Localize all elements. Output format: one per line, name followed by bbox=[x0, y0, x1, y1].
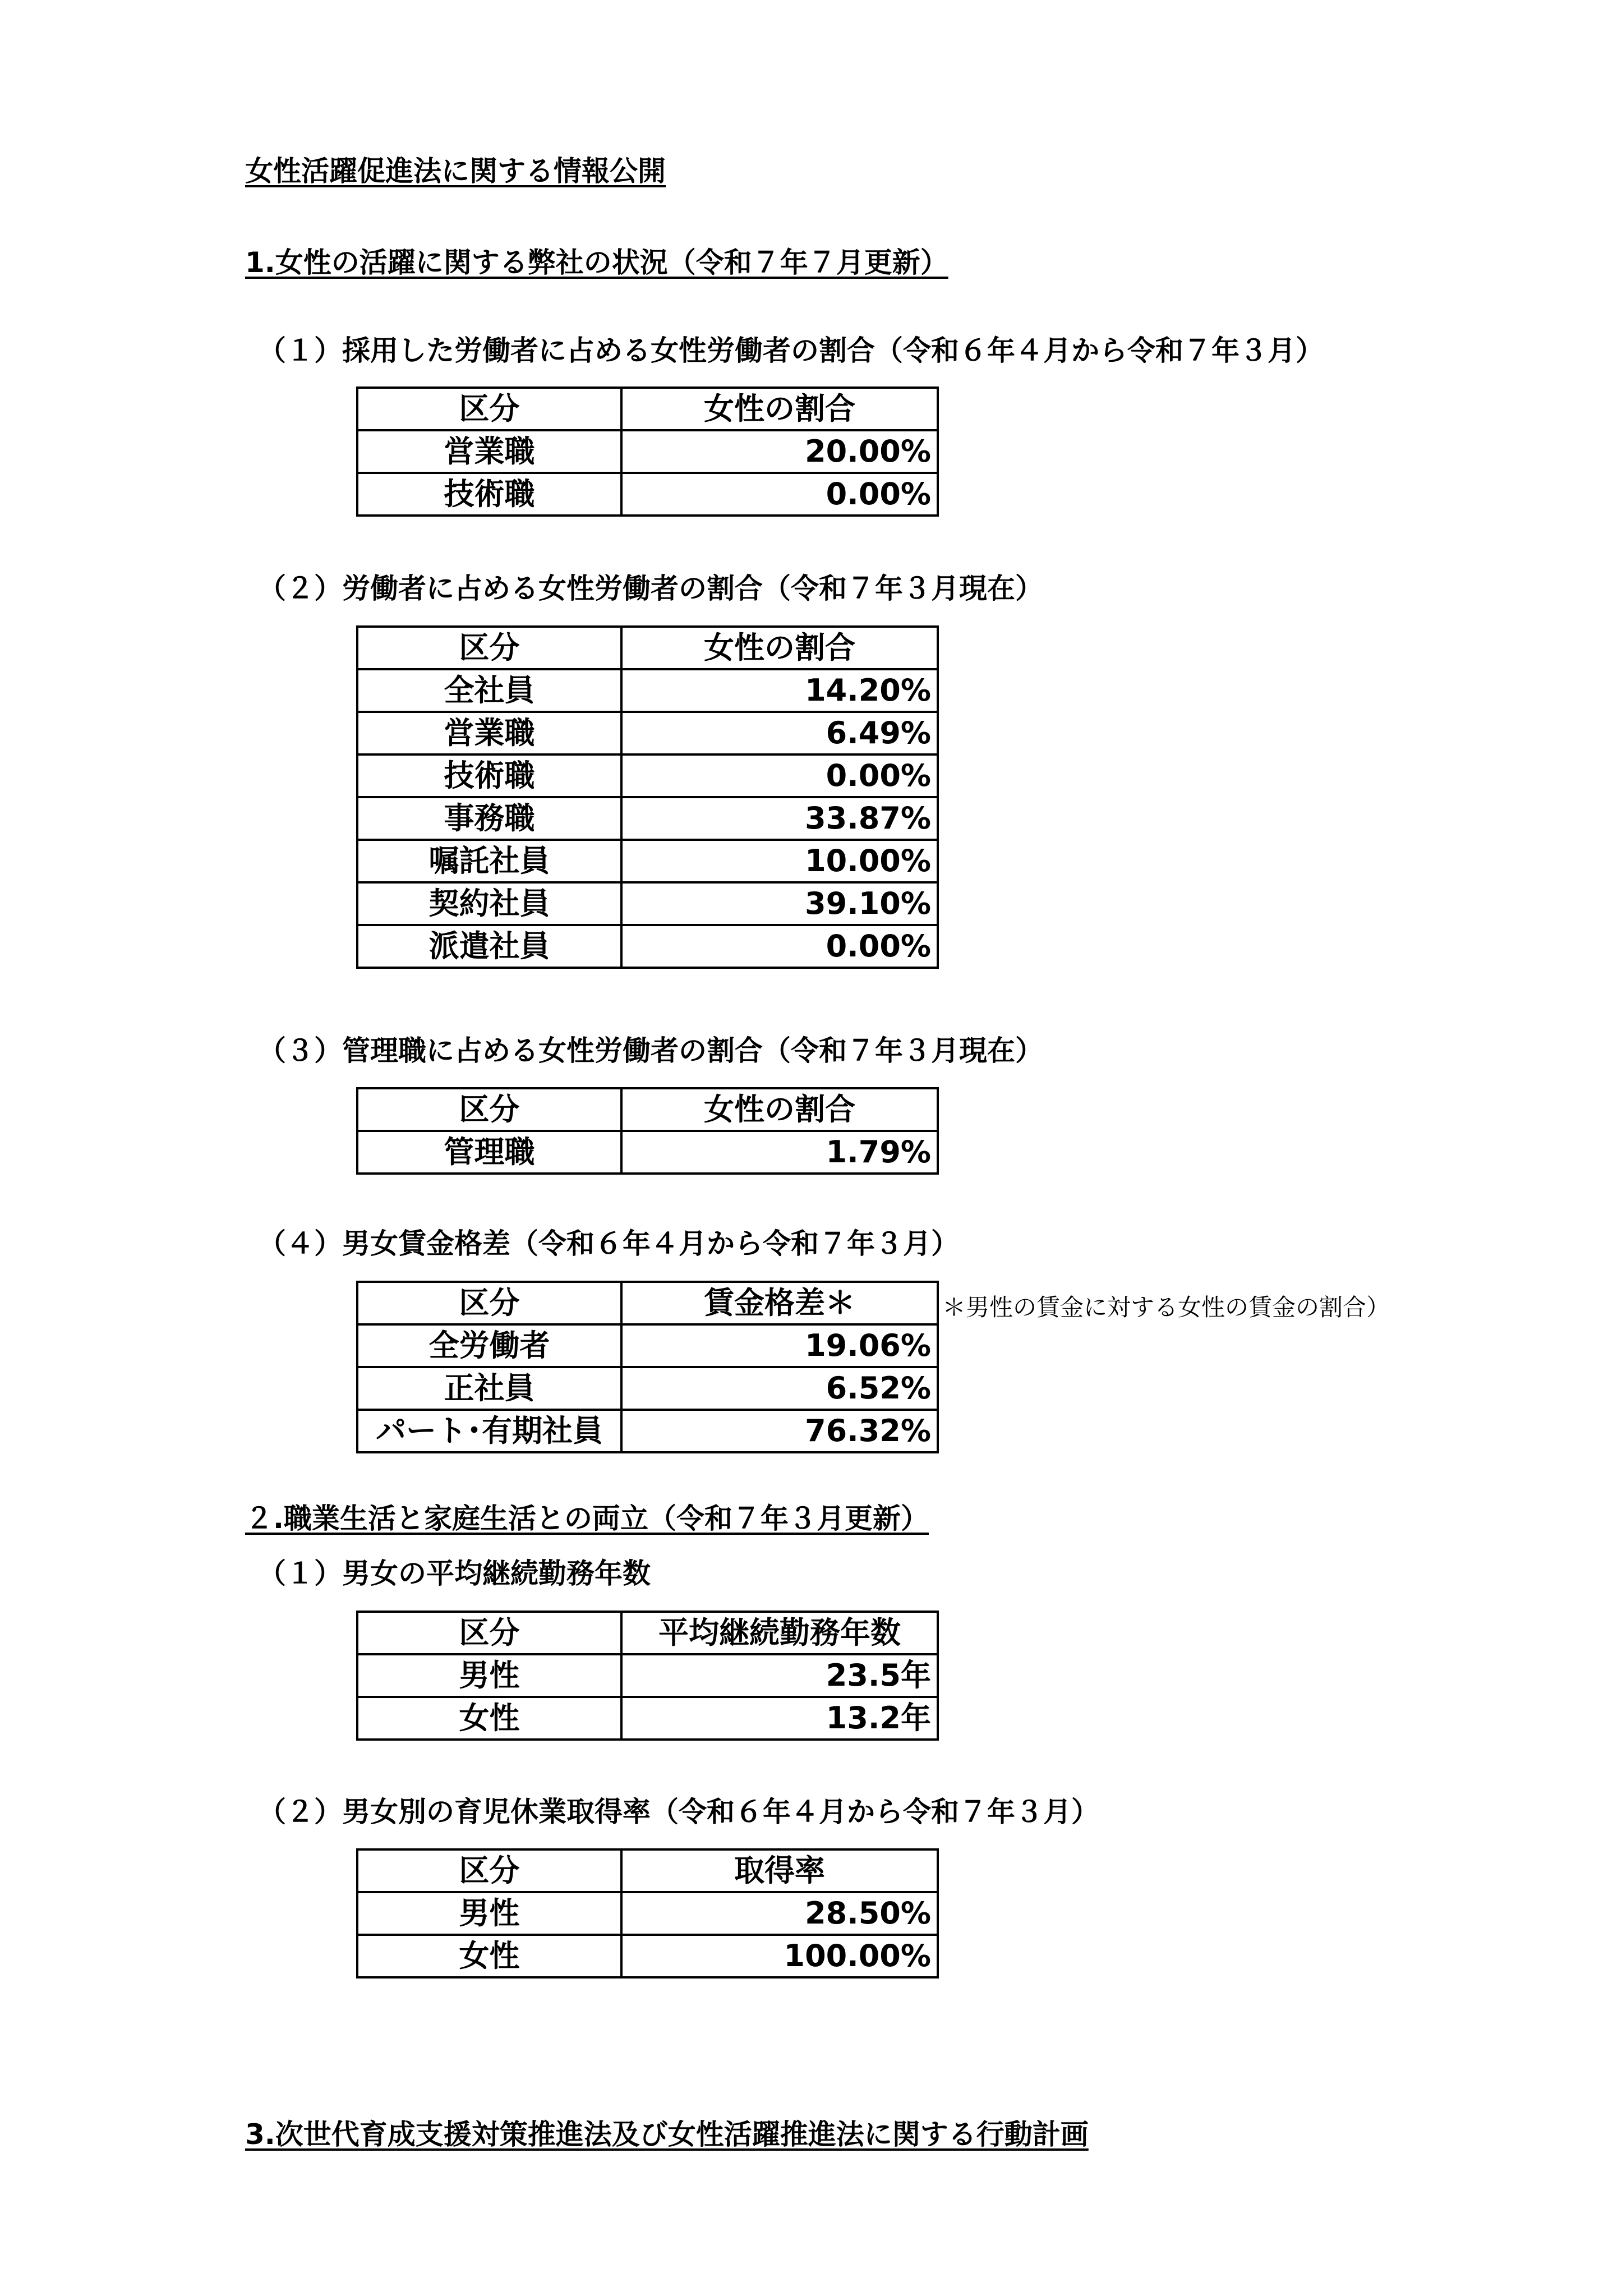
row-value: 1.79% bbox=[621, 1131, 938, 1174]
table-row bbox=[357, 1410, 938, 1452]
section2-heading: ２.職業生活と家庭生活との両立（令和７年３月更新） bbox=[245, 1502, 929, 1535]
table-row bbox=[357, 1131, 938, 1174]
row-value: 23.5年 bbox=[621, 1654, 938, 1697]
row-label: 派遣社員 bbox=[357, 925, 621, 968]
row-value: 33.87% bbox=[621, 797, 938, 840]
row-value: 20.00% bbox=[621, 430, 938, 473]
row-label: 営業職 bbox=[357, 430, 621, 473]
table-wage-gap bbox=[356, 1281, 939, 1453]
row-value: 0.00% bbox=[621, 473, 938, 516]
section2-sub2-heading: （２）男女別の育児休業取得率（令和６年４月から令和７年３月） bbox=[258, 1796, 1099, 1828]
table-row bbox=[357, 797, 938, 840]
section1-sub2-heading: （２）労働者に占める女性労働者の割合（令和７年３月現在） bbox=[258, 572, 1043, 605]
row-value: 13.2年 bbox=[621, 1697, 938, 1740]
row-value: 39.10% bbox=[621, 882, 938, 925]
row-label: 嘱託社員 bbox=[357, 840, 621, 882]
section1-sub1-heading: （１）採用した労働者に占める女性労働者の割合（令和６年４月から令和７年３月） bbox=[258, 334, 1324, 367]
table-tenure bbox=[356, 1611, 939, 1741]
row-label: 男性 bbox=[357, 1892, 621, 1935]
table-row bbox=[357, 1367, 938, 1410]
table-row bbox=[357, 712, 938, 754]
row-value: 100.00% bbox=[621, 1935, 938, 1977]
table-row bbox=[357, 840, 938, 882]
header-category: 区分 bbox=[357, 1088, 621, 1131]
row-label: 正社員 bbox=[357, 1367, 621, 1410]
section1-sub3-heading: （３）管理職に占める女性労働者の割合（令和７年３月現在） bbox=[258, 1034, 1043, 1067]
header-female-ratio: 女性の割合 bbox=[621, 388, 938, 430]
table-row bbox=[357, 430, 938, 473]
row-value: 19.06% bbox=[621, 1324, 938, 1367]
section1-sub4-heading: （４）男女賃金格差（令和６年４月から令和７年３月） bbox=[258, 1227, 959, 1260]
header-category: 区分 bbox=[357, 1849, 621, 1892]
row-label: 技術職 bbox=[357, 754, 621, 797]
table-childcare-leave bbox=[356, 1848, 939, 1978]
row-label: 契約社員 bbox=[357, 882, 621, 925]
table-row bbox=[357, 1654, 938, 1697]
page-title: 女性活躍促進法に関する情報公開 bbox=[245, 155, 666, 187]
header-category: 区分 bbox=[357, 1612, 621, 1654]
table-workforce-ratio bbox=[356, 625, 939, 969]
row-label: 技術職 bbox=[357, 473, 621, 516]
table-row bbox=[357, 882, 938, 925]
table-header-row bbox=[357, 1088, 938, 1131]
table-header-row bbox=[357, 1849, 938, 1892]
table-row bbox=[357, 1935, 938, 1977]
row-value: 6.49% bbox=[621, 712, 938, 754]
table-header-row bbox=[357, 627, 938, 669]
header-category: 区分 bbox=[357, 1282, 621, 1324]
table-row bbox=[357, 1697, 938, 1740]
table-row bbox=[357, 925, 938, 968]
row-value: 10.00% bbox=[621, 840, 938, 882]
table-row bbox=[357, 669, 938, 712]
header-average-tenure: 平均継続勤務年数 bbox=[621, 1612, 938, 1654]
wage-gap-footnote: ＊男性の賃金に対する女性の賃金の割合） bbox=[942, 1294, 1390, 1321]
row-label: パート･有期社員 bbox=[357, 1410, 621, 1452]
table-row bbox=[357, 473, 938, 516]
row-value: 76.32% bbox=[621, 1410, 938, 1452]
table-row bbox=[357, 754, 938, 797]
row-value: 6.52% bbox=[621, 1367, 938, 1410]
row-value: 14.20% bbox=[621, 669, 938, 712]
header-wage-gap: 賃金格差＊ bbox=[621, 1282, 938, 1324]
row-label: 営業職 bbox=[357, 712, 621, 754]
row-value: 28.50% bbox=[621, 1892, 938, 1935]
row-value: 0.00% bbox=[621, 754, 938, 797]
row-label: 全労働者 bbox=[357, 1324, 621, 1367]
header-acquisition-rate: 取得率 bbox=[621, 1849, 938, 1892]
header-female-ratio: 女性の割合 bbox=[621, 627, 938, 669]
table-row bbox=[357, 1892, 938, 1935]
row-label: 女性 bbox=[357, 1697, 621, 1740]
table-hiring-ratio bbox=[356, 386, 939, 517]
row-value: 0.00% bbox=[621, 925, 938, 968]
section3-heading: 3.次世代育成支援対策推進法及び女性活躍推進法に関する行動計画 bbox=[245, 2118, 1089, 2151]
table-header-row bbox=[357, 388, 938, 430]
section1-heading: 1.女性の活躍に関する弊社の状況（令和７年７月更新） bbox=[245, 246, 948, 279]
row-label: 全社員 bbox=[357, 669, 621, 712]
header-female-ratio: 女性の割合 bbox=[621, 1088, 938, 1131]
table-row bbox=[357, 1324, 938, 1367]
header-category: 区分 bbox=[357, 388, 621, 430]
section2-sub1-heading: （１）男女の平均継続勤務年数 bbox=[258, 1557, 651, 1590]
row-label: 事務職 bbox=[357, 797, 621, 840]
table-header-row bbox=[357, 1282, 938, 1324]
row-label: 管理職 bbox=[357, 1131, 621, 1174]
header-category: 区分 bbox=[357, 627, 621, 669]
row-label: 男性 bbox=[357, 1654, 621, 1697]
table-manager-ratio bbox=[356, 1087, 939, 1175]
row-label: 女性 bbox=[357, 1935, 621, 1977]
table-header-row bbox=[357, 1612, 938, 1654]
